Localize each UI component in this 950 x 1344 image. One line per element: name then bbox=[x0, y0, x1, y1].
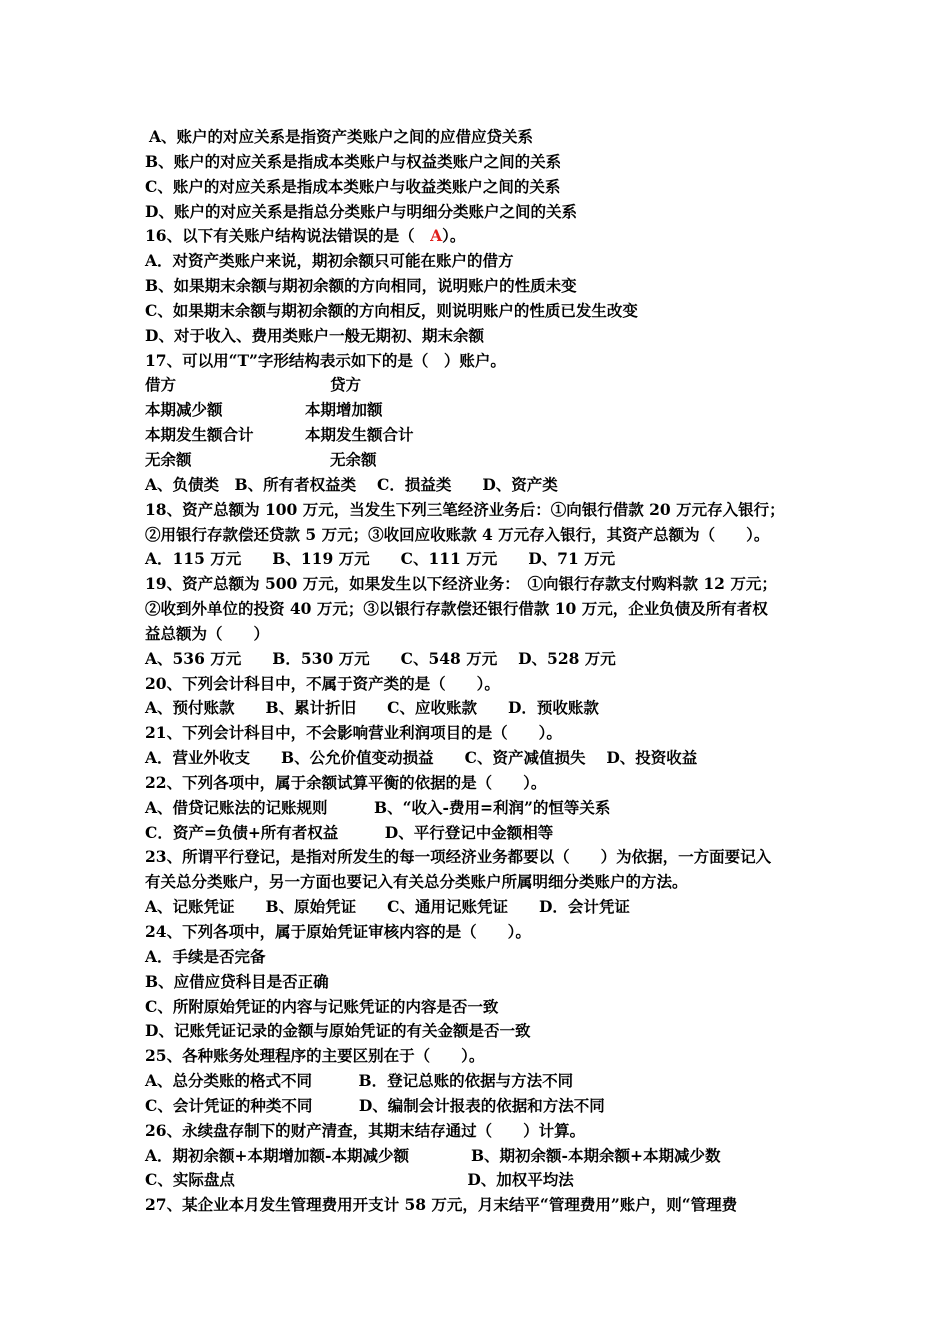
line-text: 27、某企业本月发生管理费用开支计 58 万元，月末结平“管理费用”账户，则“管理费 bbox=[145, 1195, 738, 1215]
line-text: A．对资产类账户来说，期初余额只可能在账户的借方 bbox=[145, 251, 514, 271]
text-line bbox=[145, 125, 820, 150]
line-text: A、记账凭证 B、原始凭证 C、通用记账凭证 D．会计凭证 bbox=[145, 897, 630, 917]
text-line bbox=[145, 721, 820, 746]
line-text-tail: ）。 bbox=[442, 226, 466, 246]
line-text: 18、资产总额为 100 万元，当发生下列三笔经济业务后：①向银行借款 20 万元存入银行； bbox=[145, 499, 785, 519]
t-account-credit-cell: 本期发生额合计 bbox=[305, 425, 414, 445]
line-text: D、记账凭证记录的金额与原始凭证的有关金额是否一致 bbox=[145, 1021, 531, 1041]
answer-spacer bbox=[415, 226, 431, 245]
text-line bbox=[145, 274, 820, 299]
line-text: A、负债类 B、所有者权益类 C．损益类 D、资产类 bbox=[145, 474, 558, 494]
t-account-debit-cell: 本期减少额 bbox=[145, 400, 223, 420]
line-text: C、账户的对应关系是指成本类账户与收益类账户之间的关系 bbox=[145, 176, 561, 196]
line-text: A．营业外收支 B、公允价值变动损益 C、资产减值损失 D、投资收益 bbox=[145, 748, 698, 768]
text-line bbox=[145, 895, 820, 920]
line-text: C、实际盘点 D、加权平均法 bbox=[145, 1170, 574, 1190]
text-line bbox=[145, 498, 820, 523]
text-line bbox=[145, 622, 820, 647]
line-text: 21、下列会计科目中，不会影响营业利润项目的是（ ）。 bbox=[145, 723, 562, 743]
t-account-debit-cell: 本期发生额合计 bbox=[145, 425, 254, 445]
text-line bbox=[145, 1193, 820, 1218]
text-line bbox=[145, 746, 820, 771]
text-line bbox=[145, 423, 820, 448]
line-text: C、会计凭证的种类不同 D、编制会计报表的依据和方法不同 bbox=[145, 1095, 605, 1115]
text-line bbox=[145, 597, 820, 622]
line-text: 23、所谓平行登记，是指对所发生的每一项经济业务都要以（ ）为依据，一方面要记入 bbox=[145, 847, 772, 867]
text-line bbox=[145, 398, 820, 423]
text-line bbox=[145, 870, 820, 895]
line-text: ②用银行存款偿还贷款 5 万元；③收回应收账款 4 万元存入银行，其资产总额为（ ）。 bbox=[145, 524, 770, 544]
line-text: A、536 万元 B．530 万元 C、548 万元 D、528 万元 bbox=[145, 648, 616, 668]
text-line bbox=[145, 547, 820, 572]
text-line bbox=[145, 1119, 820, 1144]
text-line bbox=[145, 1044, 820, 1069]
line-text: 24、下列各项中，属于原始凭证审核内容的是（ ）。 bbox=[145, 922, 531, 941]
text-line bbox=[145, 920, 820, 945]
answer-mark: A bbox=[430, 226, 443, 246]
t-account-credit-cell: 本期增加额 bbox=[305, 400, 383, 420]
text-line bbox=[145, 1168, 820, 1193]
text-line bbox=[145, 995, 820, 1020]
text-line bbox=[145, 523, 820, 548]
text-line bbox=[145, 672, 820, 697]
line-text: A．115 万元 B、119 万元 C、111 万元 D、71 万元 bbox=[145, 549, 616, 569]
line-text: 20、下列会计科目中，不属于资产类的是（ ）。 bbox=[145, 673, 500, 693]
line-text: 25、各种账务处理程序的主要区别在于（ ）。 bbox=[145, 1046, 485, 1066]
line-text: 益总额为（ ） bbox=[145, 623, 270, 643]
t-account-debit-cell: 借方 bbox=[145, 375, 177, 395]
t-account-credit-cell: 无余额 bbox=[330, 449, 377, 469]
text-line bbox=[145, 299, 820, 324]
text-line bbox=[145, 572, 820, 597]
text-line bbox=[145, 696, 820, 721]
text-line bbox=[145, 324, 820, 349]
text-line bbox=[145, 249, 820, 274]
line-text: 22、下列各项中，属于余额试算平衡的依据的是（ ）。 bbox=[145, 772, 547, 792]
line-text: ②收到外单位的投资 40 万元；③以银行存款偿还银行借款 10 万元，企业负债及所有者权 bbox=[145, 599, 768, 619]
text-line bbox=[145, 845, 820, 870]
line-text: C、如果期末余额与期初余额的方向相反，则说明账户的性质已发生改变 bbox=[145, 300, 638, 320]
line-text: 有关总分类账户，另一方面也要记入有关总分类账户所属明细分类账户的方法。 bbox=[145, 872, 688, 892]
text-line bbox=[145, 970, 820, 995]
text-line bbox=[145, 771, 820, 796]
text-line bbox=[145, 647, 820, 672]
text-line bbox=[145, 1094, 820, 1119]
text-line bbox=[145, 945, 820, 970]
line-text: A、总分类账的格式不同 B．登记总账的依据与方法不同 bbox=[145, 1071, 574, 1091]
text-line bbox=[145, 224, 820, 249]
document-body bbox=[145, 125, 820, 1218]
line-text: A、账户的对应关系是指资产类账户之间的应借应贷关系 bbox=[149, 127, 534, 146]
text-line bbox=[145, 200, 820, 225]
text-line bbox=[145, 373, 820, 398]
line-text: 17、可以用“T”字形结构表示如下的是（ ）账户。 bbox=[145, 350, 506, 370]
line-text: A、借贷记账法的记账规则 B、“收入-费用=利润”的恒等关系 bbox=[145, 797, 611, 817]
line-text: B、如果期末余额与期初余额的方向相同，说明账户的性质未变 bbox=[145, 276, 577, 296]
line-text: 16、以下有关账户结构说法错误的是（ bbox=[145, 226, 415, 246]
line-text: C．资产=负债+所有者权益 D、平行登记中金额相等 bbox=[145, 822, 554, 842]
line-text: 26、永续盘存制下的财产清查，其期末结存通过（ ）计算。 bbox=[145, 1120, 586, 1140]
line-text: B、账户的对应关系是指成本类账户与权益类账户之间的关系 bbox=[145, 151, 562, 171]
text-line bbox=[145, 796, 820, 821]
t-account-credit-cell: 贷方 bbox=[330, 375, 362, 395]
line-text: A．期初余额+本期增加额-本期减少额 B、期初余额-本期余额+本期减少数 bbox=[145, 1145, 721, 1165]
text-line bbox=[145, 1019, 820, 1044]
text-line bbox=[145, 175, 820, 200]
text-line bbox=[145, 1144, 820, 1169]
line-text: A、预付账款 B、累计折旧 C、应收账款 D．预收账款 bbox=[145, 698, 599, 718]
text-line bbox=[145, 448, 820, 473]
line-text: B、应借应贷科目是否正确 bbox=[145, 971, 329, 991]
line-text: D、账户的对应关系是指总分类账户与明细分类账户之间的关系 bbox=[145, 201, 577, 221]
line-text: A．手续是否完备 bbox=[145, 946, 266, 966]
t-account-debit-cell: 无余额 bbox=[145, 449, 192, 469]
line-text: 19、资产总额为 500 万元，如果发生以下经济业务： ①向银行存款支付购料款 12 万元； bbox=[145, 574, 777, 594]
line-text: C、所附原始凭证的内容与记账凭证的内容是否一致 bbox=[145, 996, 499, 1016]
line-text: D、对于收入、费用类账户一般无期初、期末余额 bbox=[145, 325, 484, 345]
text-line bbox=[145, 821, 820, 846]
text-line bbox=[145, 473, 820, 498]
text-line bbox=[145, 150, 820, 175]
text-line bbox=[145, 349, 820, 374]
text-line bbox=[145, 1069, 820, 1094]
